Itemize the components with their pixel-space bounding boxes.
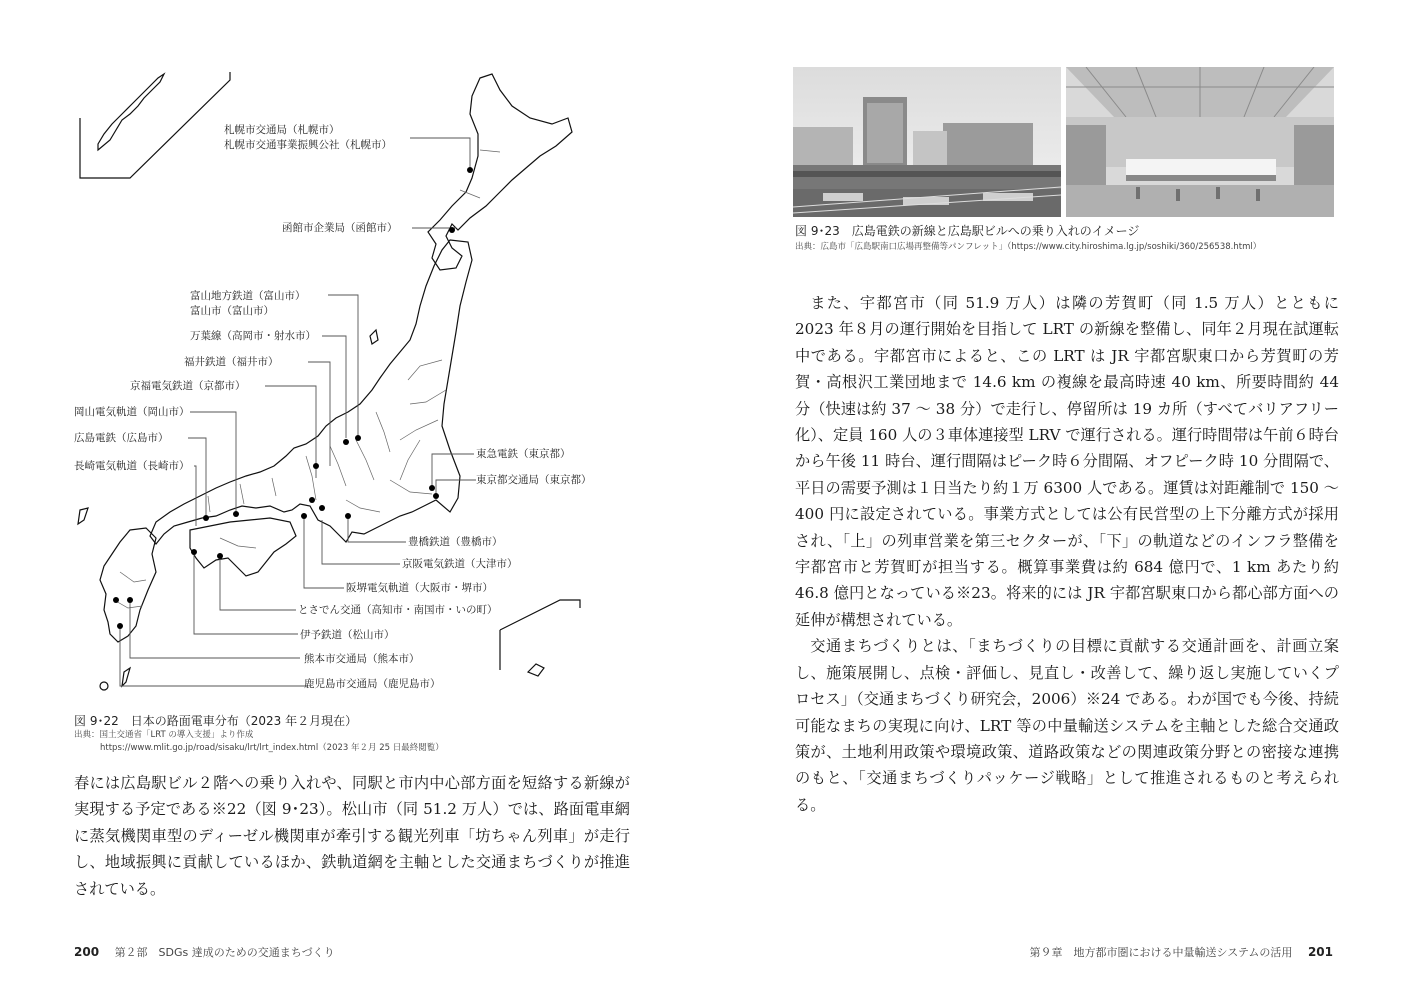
- figure-caption-9-23: 図 9･23 広島電鉄の新線と広島駅ビルへの乗り入れのイメージ: [795, 224, 1140, 238]
- label-keifuku: 京福電気鉄道（京都市）: [130, 380, 246, 392]
- okinawa-islands: [528, 664, 544, 676]
- shikoku: [190, 518, 296, 576]
- label-kagoshima: 鹿児島市交通局（鹿児島市）: [304, 678, 441, 690]
- label-sapporo: 札幌市交通局（札幌市）: [224, 124, 340, 136]
- dot-sapporo: [467, 167, 473, 173]
- dot-fukui: [313, 463, 319, 469]
- right-page: [703, 0, 1407, 1000]
- label-toyama1: 富山地方鉄道（富山市）: [190, 290, 306, 302]
- dot-nagasaki: [113, 597, 119, 603]
- inset-frame-okinawa: [500, 600, 580, 630]
- paragraph: また、宇都宮市（同 51.9 万人）は隣の芳賀町（同 1.5 万人）とともに 2023 年８月の運行開始を目指して LRT の新線を整備し、同年２月現在試運転中である。宇都宮市によると、この LRT は JR 宇都宮駅東口から芳賀町の芳賀・高根沢工業団地まで 14.6 km の複線を最高時速 40 km、所要時間約 44 分（快速は約 37 ～ 38 分）で走行し、停留所は 19 カ所（すべてバリアフリー化）、定員 160 人の３車体連接型 LRV で運行される。運行時間帯は午前６時台から午後 11 時台、運行間隔はピーク時６分間隔、オフピーク時 10 分間隔で、平日の需要予測は１日当たり約１万 6300 人である。運賃は対距離制で 150 ～ 400 円に設定されている。事業方式としては公有民営型の上下分離方式が採用され、「上」の列車営業を第三セクターが、「下」の軌道などのインフラ整備を宇都宮市と芳賀町が担当する。概算事業費は約 684 億円で、1 km あたり約 46.8 億円となっている※23。将来的には JR 宇都宮駅東口から都心部方面への延伸が構想されている。: [795, 294, 1339, 629]
- label-iyo: 伊予鉄道（松山市）: [300, 629, 395, 641]
- photo-station-exterior: [793, 67, 1061, 217]
- dot-takaoka: [343, 439, 349, 445]
- page-number: 201: [1307, 945, 1333, 959]
- label-toyama2: 富山市（富山市）: [190, 305, 274, 317]
- label-kumamoto: 熊本市交通局（熊本市）: [304, 653, 420, 665]
- label-tokyu: 東急電鉄（東京都）: [476, 448, 571, 460]
- figure-source-9-22: 出典：国土交通省「LRT の導入支援」より作成: [74, 730, 254, 740]
- dot-toyohashi: [345, 513, 351, 519]
- running-head: 第９章 地方都市圏における中量輸送システムの活用: [1029, 946, 1293, 959]
- dot-otsu: [319, 505, 325, 511]
- figure-source-9-23: 出典：広島市「広島駅南口広場再整備等パンフレット」（https://www.city.hiroshima.lg.jp/soshiki/360/256538.html）: [795, 242, 1262, 252]
- dot-tokyo1: [429, 485, 435, 491]
- dot-kagoshima: [117, 623, 123, 629]
- figure-source-9-22-url: https://www.mlit.go.jp/road/sisaku/lrt/lrt_index.html（2023 年２月 25 日最終閲覧）: [100, 743, 444, 753]
- label-fukui: 福井鉄道（福井市）: [184, 356, 279, 368]
- paragraph: 交通まちづくりとは、「まちづくりの目標に貢献する交通計画を、計画立案し、施策展開し、点検・評価し、見直し・改善して、繰り返し実施していくプロセス」（交通まちづくり研究会，2006）※24 である。わが国でも今後、持続可能なまちの実現に向け、LRT 等の中量輸送システムを主軸とした総合交通政策が、土地利用政策や環境政策、道路政策などの関連政策分野との密接な連携のもと、「交通まちづくりパッケージ戦略」として推進されるものと考えられる。: [795, 637, 1340, 814]
- label-manyo: 万葉線（高岡市・射水市）: [190, 330, 316, 342]
- dot-kochi: [217, 553, 223, 559]
- right-body-text: [795, 290, 1339, 818]
- label-toyotetsu: 豊橋鉄道（豊橋市）: [408, 536, 503, 548]
- label-toei: 東京都交通局（東京都）: [476, 474, 592, 486]
- label-sapporo2: 札幌市交通事業振興公社（札幌市）: [224, 139, 392, 151]
- dot-kyoto: [309, 497, 315, 503]
- right-footer: [1030, 944, 1333, 960]
- page-number: 200: [74, 945, 100, 959]
- dot-osaka: [301, 513, 307, 519]
- label-okayama: 岡山電気軌道（岡山市）: [74, 406, 190, 418]
- dot-kumamoto: [127, 597, 133, 603]
- paragraph: 春には広島駅ビル２階への乗り入れや、同駅と市内中心部方面を短絡する新線が実現する予定である※22（図 9･23）。松山市（同 51.2 万人）では、路面電車網に蒸気機関車型のディーゼル機関車が牽引する観光列車「坊ちゃん列車」が走行し、地域振興に貢献しているほか、鉄軌道網を主軸とした交通まちづくりが推進されている。: [74, 774, 630, 898]
- figure-caption-9-22: 図 9･22 日本の路面電車分布（2023 年２月現在）: [74, 714, 358, 728]
- label-nagasaki: 長崎電気軌道（長崎市）: [74, 460, 190, 472]
- label-keihan: 京阪電気鉄道（大津市）: [402, 558, 518, 570]
- dot-tokyo2: [433, 493, 439, 499]
- dot-hakodate: [449, 227, 455, 233]
- left-footer: [74, 944, 335, 960]
- left-page: [0, 0, 703, 1000]
- label-hiroden: 広島電鉄（広島市）: [74, 432, 169, 444]
- dot-toyama: [355, 435, 361, 441]
- label-hankai: 阪堺電気軌道（大阪市・堺市）: [346, 582, 493, 594]
- running-head: 第２部 SDGs 達成のための交通まちづくり: [114, 946, 335, 959]
- northern-islands: [98, 74, 164, 150]
- photo-station-interior: [1066, 67, 1334, 217]
- dot-matsuyama: [191, 549, 197, 555]
- inset-frame-north: [80, 72, 230, 178]
- label-tosaden: とさでん交通（高知市・南国市・いの町）: [298, 604, 498, 616]
- kyushu: [100, 528, 156, 642]
- dot-okayama: [233, 511, 239, 517]
- label-hakodate: 函館市企業局（函館市）: [282, 222, 398, 234]
- dot-hiroshima: [203, 515, 209, 521]
- left-body-text: [74, 770, 630, 902]
